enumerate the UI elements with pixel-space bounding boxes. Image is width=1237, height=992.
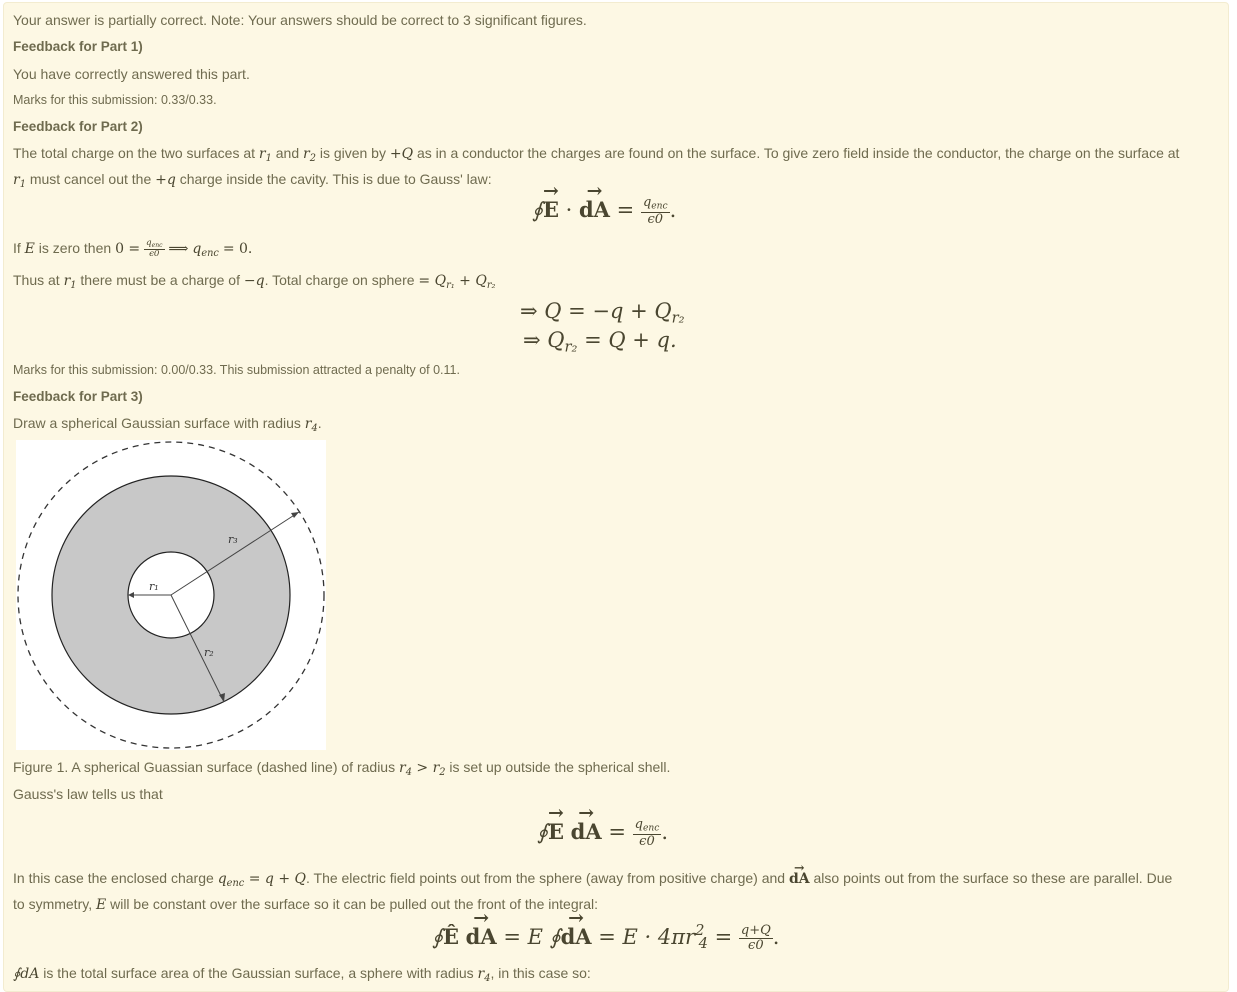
part2-heading: Feedback for Part 2) (13, 119, 143, 134)
enclosed-charge-paragraph: In this case the enclosed charge $q_{enc} = q + Q$. The electric field points out from the sphere (away from positive charge) and → dA also points out from the surface so these are parallel. Due to symmetry, E will be constant over the surface so it can be pulled out the front of the integral: (13, 868, 1208, 915)
integral-equation: ∮Ê → dA = E ∮→ dA = $E \cdot 4\pi r^2_4$ = $\frac{q+Q}{\epsilon 0}$ . (432, 922, 779, 953)
derivation-line-1: ⇒ $Q = -q + Q_{r_2}$ (520, 299, 685, 327)
thus-line: Thus at $r_1$ there must be a charge of −q. Total charge on sphere = $Q_{r_1} + Q_{r_2}$ (13, 272, 496, 291)
status-line: Your answer is partially correct. Note: Your answers should be correct to 3 significant figures. (13, 12, 587, 28)
part2-paragraph: The total charge on the two surfaces at $r_1$ and $r_2$ is given by +Q as in a conductor the charges are found on the surface. To give zero field inside the conductor, the charge on the surface at $r_1$ must cancel out the +q charge inside the cavity. This is due to Gauss' law: (13, 145, 1180, 190)
gauss-law-equation-2: ∮→ E → dA = $\frac{q_{enc}}{\epsilon 0}$ . (537, 818, 668, 849)
label-r2: r₂ (204, 646, 214, 659)
gaussian-surface-figure (16, 440, 326, 750)
radius-r3-arrow (291, 512, 299, 518)
part1-heading: Feedback for Part 1) (13, 39, 143, 54)
part1-marks: Marks for this submission: 0.33/0.33. (13, 93, 217, 107)
derivation-line-2: ⇒ $Q_{r_2} = Q + q$. (523, 328, 677, 356)
figure-caption: Figure 1. A spherical Guassian surface (dashed line) of radius $r_4 > r_2$ is set up outside the spherical shell. (13, 759, 671, 778)
label-r1: r₁ (149, 580, 159, 593)
gauss-law-intro: Gauss's law tells us that (13, 786, 163, 802)
if-e-zero-line: If E is zero then 0 = $\frac{q_{enc}}{\epsilon 0}$ ⟹ $q_{enc} = 0$. (13, 237, 253, 260)
shell-diagram-svg (16, 440, 326, 750)
gauss-law-equation: ∮→ E · → dA = $\frac{q_{enc}}{\epsilon 0}$ . (532, 196, 676, 227)
part2-marks: Marks for this submission: 0.00/0.33. This submission attracted a penalty of 0.11. (13, 363, 460, 377)
draw-instruction: Draw a spherical Gaussian surface with radius $r_4$. (13, 415, 322, 434)
part1-body: You have correctly answered this part. (13, 66, 250, 82)
part3-heading: Feedback for Part 3) (13, 389, 143, 404)
surface-area-line: ∮dA is the total surface area of the Gaussian surface, a sphere with radius $r_4$, in this case so: (13, 965, 591, 984)
label-r3: r₃ (228, 533, 238, 546)
